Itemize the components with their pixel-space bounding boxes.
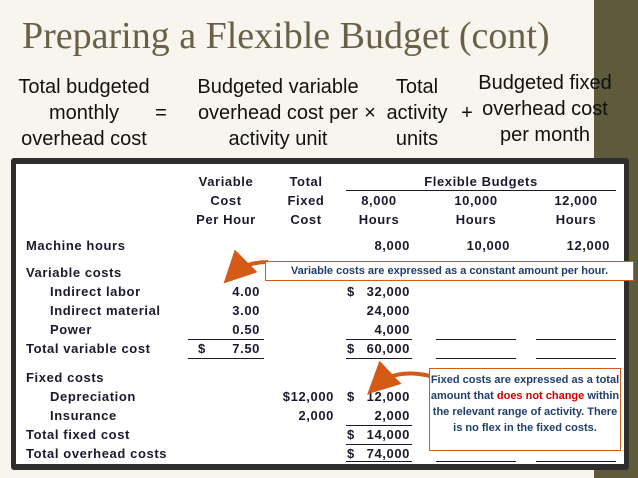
depreciation-label: Depreciation (50, 389, 136, 404)
indirect-material-amount: 24,000 (366, 303, 410, 318)
total-overhead-amount: 74,000 (366, 446, 410, 461)
machine-hours-col3: 12,000 (566, 238, 610, 253)
fixed-callout-text-a: Fixed costs are expressed as a total amount that (430, 374, 620, 402)
header-variable: Variable (198, 174, 254, 189)
fixed-callout-highlight: does not change (496, 390, 585, 402)
power-label: Power (50, 322, 93, 337)
header-col2-unit: Hours (455, 212, 497, 227)
header-per-hour: Per Hour (196, 212, 256, 227)
formula-times: × (364, 102, 376, 124)
total-fixed-amount: 14,000 (366, 427, 410, 442)
indirect-material-rate: 3.00 (232, 303, 260, 318)
header-fixed-cost: Cost (290, 212, 322, 227)
indirect-labor-label: Indirect labor (50, 284, 141, 299)
insurance-fixed: 2,000 (298, 408, 334, 423)
total-overhead-label: Total overhead costs (26, 446, 168, 461)
total-overhead-dollar: $ (347, 446, 355, 461)
machine-hours-col1: 8,000 (374, 238, 410, 253)
fixed-callout-arrow (376, 374, 430, 386)
variable-callout-arrow (232, 262, 268, 275)
header-total: Total (289, 174, 323, 189)
variable-costs-label: Variable costs (26, 265, 122, 280)
machine-hours-label: Machine hours (26, 238, 126, 253)
indirect-labor-rate: 4.00 (232, 284, 260, 299)
depreciation-dollar: $ (347, 389, 355, 404)
formula-variable-rate: Budgeted variable overhead cost per activity unit (197, 76, 359, 150)
fixed-costs-label: Fixed costs (26, 370, 105, 385)
power-rate: 0.50 (232, 322, 260, 337)
slide-title: Preparing a Flexible Budget (cont) (22, 15, 550, 57)
formula-fixed: Budgeted fixed overhead cost per month (478, 72, 612, 146)
header-col1-value: 8,000 (361, 193, 397, 208)
formula-equals: = (155, 102, 167, 124)
header-flexible-budgets: Flexible Budgets (424, 174, 538, 189)
insurance-label: Insurance (50, 408, 117, 423)
total-fixed-label: Total fixed cost (26, 427, 130, 442)
indirect-material-label: Indirect material (50, 303, 161, 318)
variable-callout: Variable costs are expressed as a constant amount per hour. (265, 261, 634, 281)
total-variable-label: Total variable cost (26, 341, 151, 356)
header-col1-unit: Hours (358, 212, 400, 227)
total-variable-amount: 60,000 (366, 341, 410, 356)
header-fixed: Fixed (287, 193, 325, 208)
depreciation-fixed: $12,000 (282, 389, 334, 404)
insurance-amount: 2,000 (374, 408, 410, 423)
fixed-callout (429, 368, 621, 451)
indirect-labor-dollar: $ (347, 284, 355, 299)
formula-activity: Total activity units (386, 76, 448, 150)
indirect-labor-amount: 32,000 (366, 284, 410, 299)
header-col2-value: 10,000 (454, 193, 498, 208)
formula-total: Total budgeted monthly overhead cost (18, 76, 150, 150)
depreciation-amount: 12,000 (366, 389, 410, 404)
power-amount: 4,000 (374, 322, 410, 337)
fixed-callout-text-b: within the relevant range of activity. There is no flex in the fixed costs. (432, 390, 620, 434)
total-variable-dollar: $ (347, 341, 355, 356)
formula-plus: + (461, 102, 473, 124)
header-col3-value: 12,000 (554, 193, 598, 208)
total-fixed-dollar: $ (347, 427, 355, 442)
header-col3-unit: Hours (555, 212, 597, 227)
header-cost: Cost (210, 193, 242, 208)
total-variable-rate-dollar: $ (198, 341, 206, 356)
total-variable-rate: 7.50 (232, 341, 260, 356)
machine-hours-col2: 10,000 (466, 238, 510, 253)
